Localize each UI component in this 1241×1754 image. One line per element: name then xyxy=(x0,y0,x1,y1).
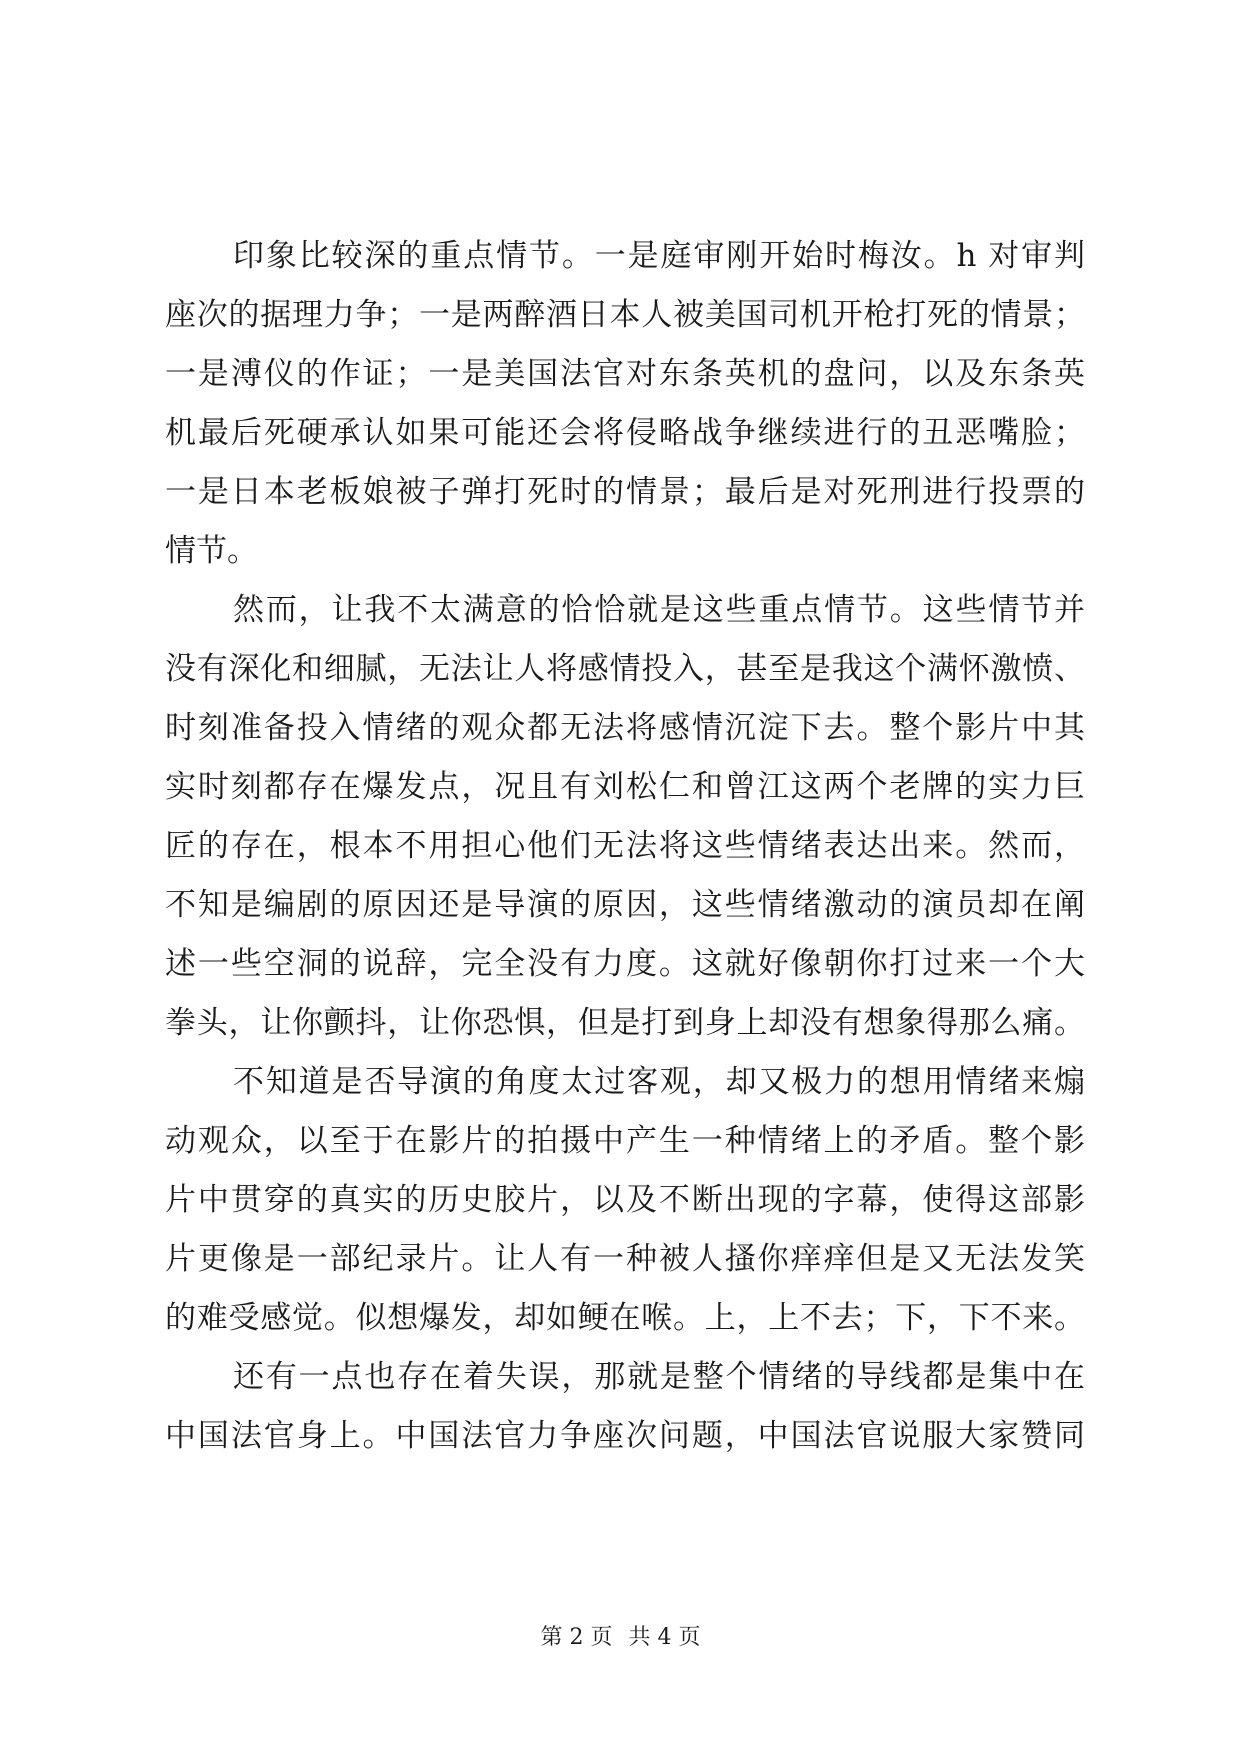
paragraph-line: 不知是编剧的原因还是导演的原因，这些情绪激动的演员却在阐 xyxy=(165,887,1085,923)
paragraph-line: 情节。 xyxy=(165,533,258,569)
paragraph-line: 一是溥仪的作证；一是美国法官对东条英机的盘问，以及东条英 xyxy=(165,356,1085,392)
paragraph-line: 然而，让我不太满意的恰恰就是这些重点情节。这些情节并 xyxy=(233,592,1085,628)
paragraph-line: 拳头，让你颤抖，让你恐惧，但是打到身上却没有想象得那么痛。 xyxy=(165,1005,1085,1041)
paragraph-line: 时刻准备投入情绪的观众都无法将感情沉淀下去。整个影片中其 xyxy=(165,710,1085,746)
paragraph-line: 实时刻都存在爆发点，况且有刘松仁和曾江这两个老牌的实力巨 xyxy=(165,769,1085,805)
paragraph-line: 中国法官身上。中国法官力争座次问题，中国法官说服大家赞同 xyxy=(165,1418,1085,1454)
paragraph-line: 匠的存在，根本不用担心他们无法将这些情绪表达出来。然而， xyxy=(165,828,1085,864)
paragraph-line: 片中贯穿的真实的历史胶片，以及不断出现的字幕，使得这部影 xyxy=(165,1182,1085,1218)
paragraph-line: 还有一点也存在着失误，那就是整个情绪的导线都是集中在 xyxy=(233,1359,1085,1395)
paragraph-line: 的难受感觉。似想爆发，却如鲠在喉。上，上不去；下，下不来。 xyxy=(165,1300,1085,1336)
paragraph-line: 动观众，以至于在影片的拍摄中产生一种情绪上的矛盾。整个影 xyxy=(165,1123,1085,1159)
page-number-total: 共 4 页 xyxy=(628,1625,701,1650)
body-text xyxy=(165,227,1085,1466)
paragraph-line: 没有深化和细腻，无法让人将感情投入，甚至是我这个满怀激愤、 xyxy=(165,651,1085,687)
paragraph-line: 片更像是一部纪录片。让人有一种被人搔你痒痒但是又无法发笑 xyxy=(165,1241,1085,1277)
page-footer xyxy=(0,1620,1241,1651)
paragraph-line: 座次的据理力争；一是两醉酒日本人被美国司机开枪打死的情景； xyxy=(165,297,1085,333)
paragraph-line: 印象比较深的重点情节。一是庭审刚开始时梅汝。h 对审判 xyxy=(233,238,1085,274)
page-number-current: 第 2 页 xyxy=(540,1625,613,1650)
paragraph-line: 述一些空洞的说辞，完全没有力度。这就好像朝你打过来一个大 xyxy=(165,946,1085,982)
paragraph-line: 一是日本老板娘被子弹打死时的情景；最后是对死刑进行投票的 xyxy=(165,474,1085,510)
paragraph-line: 机最后死硬承认如果可能还会将侵略战争继续进行的丑恶嘴脸； xyxy=(165,415,1085,451)
paragraph-line: 不知道是否导演的角度太过客观，却又极力的想用情绪来煽 xyxy=(233,1064,1085,1100)
